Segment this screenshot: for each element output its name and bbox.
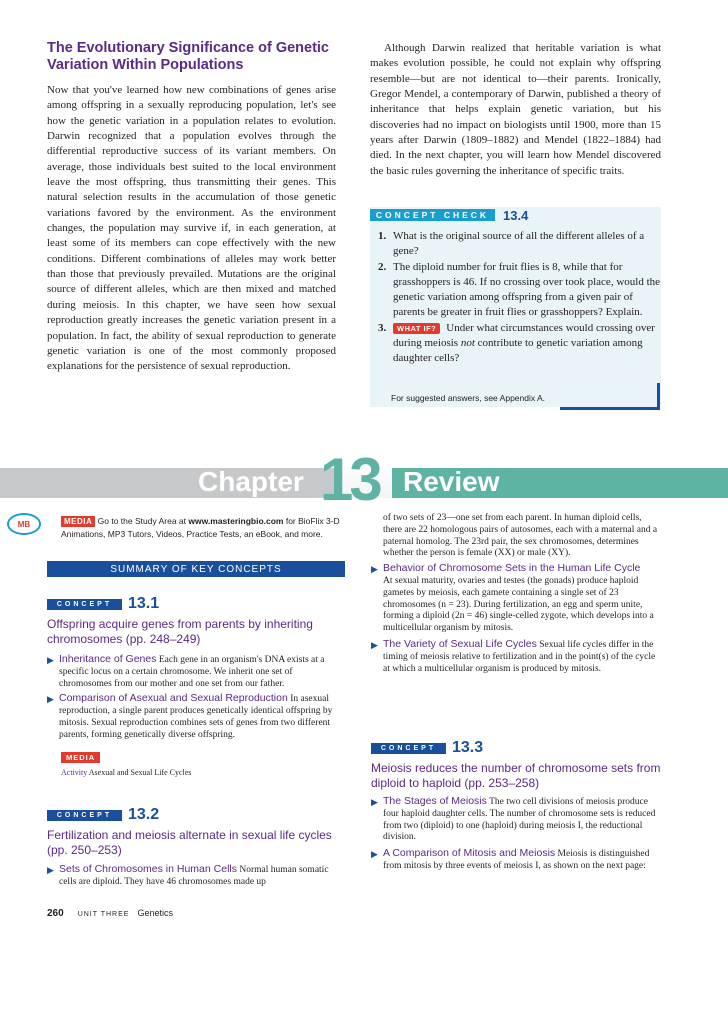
question-text: WHAT IF? Under what circumstances would crossing over during meiosis not contribute to genetic variation among daughter cells? (393, 321, 655, 365)
concept-title: Fertilization and meiosis alternate in sexual life cycles (pp. 250–253) (47, 828, 332, 857)
concept-check-number: 13.4 (503, 207, 529, 223)
triangle-bullet-icon: ▶ (371, 564, 378, 575)
bullet-item: ▶ Inheritance of Genes Each gene in an organism's DNA exists at a specific locus on a certain chromosome. We inherit one set of chromosomes from our mother and one set from our father. (47, 653, 325, 689)
corner-rule (657, 383, 660, 410)
media-study-area: MEDIA Go to the Study Area at www.masteringbio.com for BioFlix 3-D Animations, MP3 Tutors, Videos, Practice Tests, an eBook, and more. (61, 516, 340, 539)
concept-13-3 (371, 739, 661, 873)
left-paragraph: Now that you've learned how new combinations of genes arise among offspring in a sexually reproducing population, let's see how the genetic variation in a population relates to evolution. Darwin recognized that a population evolves through the differential reproductive success of its variant members. On average, those individuals best suited to the local environment leave the most offspring, thus transmitting their genes. This natural selection results in the accumulation of those genetic variations favored by the environment. As the environment changes, the population may survive if, in each generation, at least some of its members can cope effectively with the new conditions. Different combinations of alleles may work better than those that previously prevailed. Mutations are the original source of different alleles, which are then mixed and matched during meiosis. In this chapter, we have seen how sexual reproduction greatly increases the genetic variation present in a population. In fact, the ability of sexual reproduction to generate genetic variation is one of the most commonly proposed explanations for the persistence of sexual reproduction. (47, 84, 336, 373)
bullet-item: ▶ Comparison of Asexual and Sexual Reproduction In asexual reproduction, a single parent produces genetically identical offspring by mitosis. Sexual reproduction combines sets of genes from two different parents, forming genetically diverse offspring. (47, 692, 333, 740)
concept-number: 13.1 (128, 595, 160, 612)
media-activity (61, 747, 345, 777)
question-item (378, 260, 660, 321)
triangle-bullet-icon: ▶ (371, 849, 378, 860)
question-item (378, 229, 660, 260)
triangle-bullet-icon: ▶ (371, 797, 378, 807)
corner-rule (560, 407, 660, 410)
bullet-item: ▶ The Stages of Meiosis The two cell divisions of meiosis produce four haploid daughter cells. The number of chromosome sets is reduced from two (diploid) to one (haploid) during meiosis I, the reductional division. (371, 795, 656, 843)
concept-check-label: CONCEPT CHECK (370, 209, 495, 221)
concept-13-2 (47, 806, 345, 889)
concept-check-footnote: For suggested answers, see Appendix A. (391, 393, 546, 403)
concept-label: CONCEPT (47, 599, 122, 610)
concept-check-list (378, 229, 660, 367)
section-label: Genetics (137, 908, 173, 918)
media-tag: MEDIA (61, 752, 100, 763)
banner-chapter-number: 13 (320, 446, 379, 513)
section-title: The Evolutionary Significance of Genetic Variation Within Populations (47, 40, 329, 73)
triangle-bullet-icon: ▶ (47, 865, 54, 875)
question-text: What is the original source of all the different alleles of a gene? (393, 230, 645, 258)
concept-label: CONCEPT (47, 810, 122, 821)
right-paragraph: Although Darwin realized that heritable variation is what makes evolution possible, he could not explain why offspring resemble—but are not identical to—their parents. Ironically, Gregor Mendel, a contemporary of Darwin, published a theory of inheritance that helps explain genetic variation, but his discoveries had no impact on biologists until 1900, more than 15 years after Darwin (1809–1882) and Mendel (1822–1884) had died. In the next chapter, you will learn how Mendel discovered the basic rules governing the inheritance of specific traits. (370, 42, 661, 177)
question-number: 1. (378, 230, 387, 242)
media-tag: MEDIA (61, 516, 95, 527)
bullet-item: ▶ The Variety of Sexual Life Cycles Sexual life cycles differ in the timing of meiosis relative to fertilization and in the point(s) of the cycle at which a multicellular organism is produced by mitosis. (371, 637, 656, 674)
concept-label: CONCEPT (371, 743, 446, 754)
concept-check-header (370, 207, 528, 223)
triangle-bullet-icon: ▶ (371, 639, 378, 650)
concept-head (47, 806, 345, 824)
continued-text: of two sets of 23—one set from each parent. In human diploid cells, there are 22 homologous pairs of autosomes, each with a maternal and a paternal homolog. The 23rd pair, the sex chromosomes, determines whether the person is female (XX) or male (XY). (383, 513, 658, 559)
concept-number: 13.2 (128, 806, 160, 823)
triangle-bullet-icon: ▶ (47, 694, 54, 705)
right-lower-column (371, 513, 661, 675)
page-footer (47, 908, 173, 919)
page-number: 260 (47, 908, 64, 919)
what-if-tag: WHAT IF? (393, 323, 440, 334)
triangle-bullet-icon: ▶ (47, 655, 54, 665)
masteringbio-icon: MB (7, 513, 41, 535)
concept-head (47, 595, 345, 613)
bullet-item: ▶ A Comparison of Mitosis and Meiosis Meiosis is distinguished from mitosis by three events of meiosis I, as shown on the next page: (371, 847, 650, 871)
unit-label: UNIT THREE (77, 911, 130, 918)
question-text: The diploid number for fruit flies is 8, while that for grasshoppers is 46. If no crossing over took place, would the genetic variation among offspring from a given pair of parents be greater in fruit flies or grasshoppers? Explain. (393, 260, 661, 319)
concept-title: Offspring acquire genes from parents by inheriting chromosomes (pp. 248–249) (47, 617, 313, 646)
website-link[interactable]: www.masteringbio.com (188, 516, 284, 526)
concept-number: 13.3 (452, 739, 484, 756)
left-column (47, 83, 336, 375)
activity-link[interactable]: Asexual and Sexual Life Cycles (88, 767, 192, 777)
bullet-item: ▶ Sets of Chromosomes in Human Cells Normal human somatic cells are diploid. They have 46 chromosomes made up (47, 863, 329, 887)
question-item (378, 321, 660, 367)
banner-review-word: Review (403, 466, 500, 497)
question-number: 2. (378, 260, 387, 273)
question-number: 3. (378, 321, 387, 334)
concept-13-1 (47, 595, 345, 777)
right-column (370, 41, 661, 179)
summary-header: SUMMARY OF KEY CONCEPTS (47, 561, 345, 577)
concept-title: Meiosis reduces the number of chromosome sets from diploid to haploid (pp. 253–258) (371, 761, 661, 790)
banner-chapter-word: Chapter (198, 466, 304, 497)
activity-label[interactable]: Activity (61, 767, 88, 777)
concept-head (371, 739, 661, 757)
bullet-item: ▶ Behavior of Chromosome Sets in the Human Life Cycle At sexual maturity, ovaries and testes (the gonads) produce haploid gametes by meiosis, each gamete containing a single set of 23 chromosomes (n = 23). During fertilization, an egg and sperm unite, forming a diploid (2n = 46) single-celled zygote, which develops into a multicellular organism by mitosis. (371, 562, 654, 634)
